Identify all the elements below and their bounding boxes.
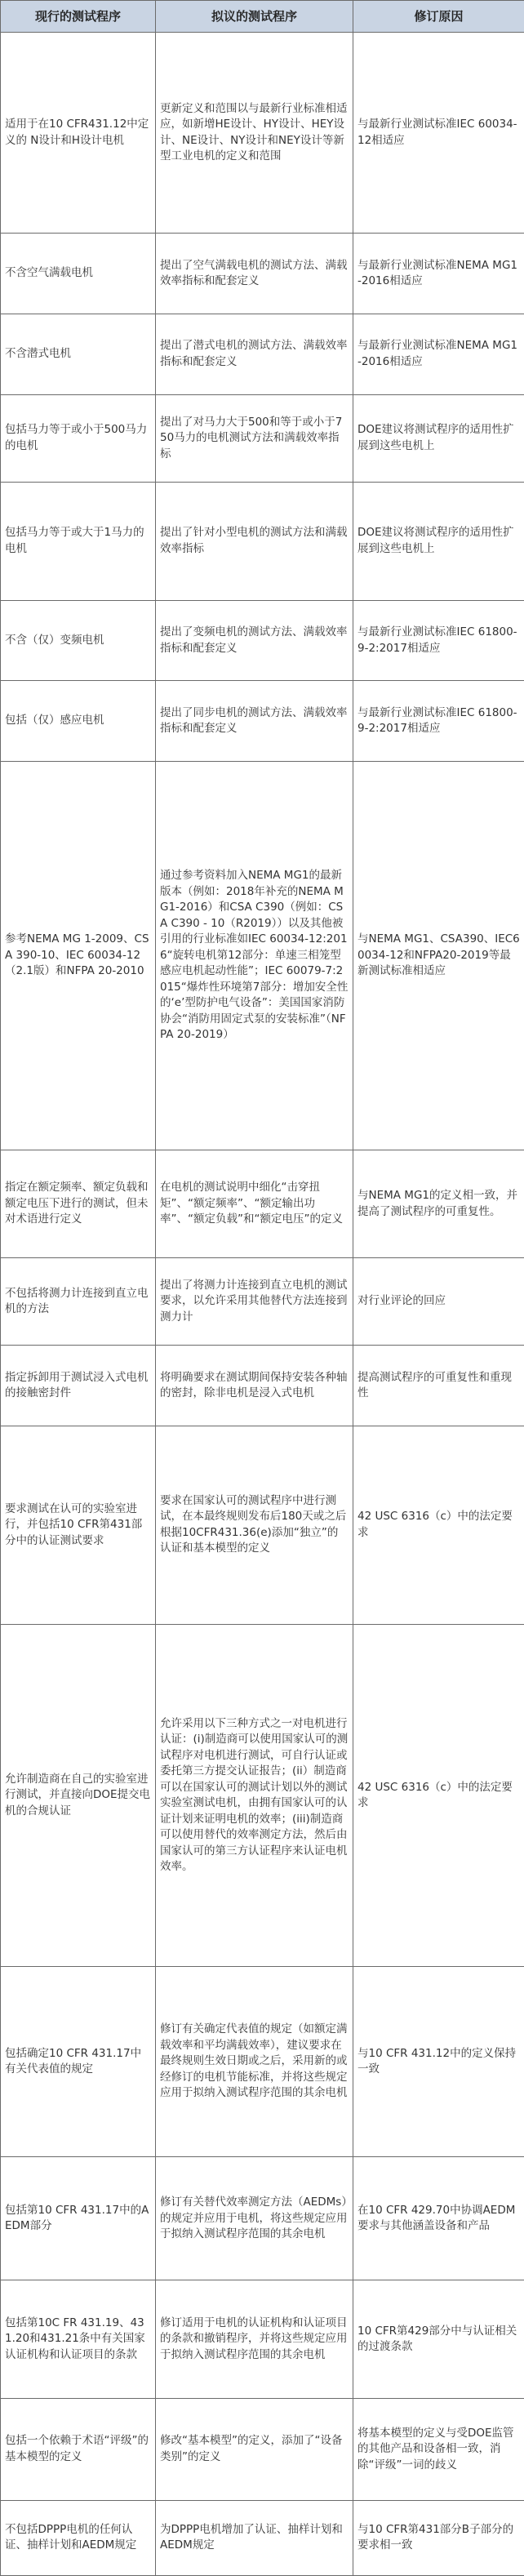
- current-procedure-cell: 不含空气满载电机: [1, 234, 156, 314]
- table-row: [1, 1966, 524, 2156]
- proposed-procedure-cell: 修订适用于电机的认证机构和认证项目的条款和撤销程序，并将这些规定应用于拟纳入测试程序范围的其余电机: [156, 2280, 353, 2399]
- revision-reason-cell: DOE建议将测试程序的适用性扩展到这些电机上: [353, 483, 524, 601]
- proposed-procedure-cell: 提出了对马力大于500和等于或小于750马力的电机测试方法和满载效率指标: [156, 394, 353, 483]
- revision-reason-cell: 10 CFR第429部分中与认证相关的过渡条款: [353, 2280, 524, 2399]
- current-procedure-cell: 适用于在10 CFR431.12中定义的 N设计和H设计电机: [1, 33, 156, 234]
- current-procedure-cell: 不含（仅）变频电机: [1, 600, 156, 681]
- table-row: [1, 314, 524, 395]
- revision-reason-cell: 与最新行业测试标准IEC 61800-9-2:2017相适应: [353, 600, 524, 681]
- current-procedure-cell: 指定在额定频率、额定负载和额定电压下进行的测试，但未对术语进行定义: [1, 1150, 156, 1257]
- revision-reason-cell: 与NEMA MG1、CSA390、IEC60034-12和NFPA20-2019等最新测试标准相适应: [353, 761, 524, 1150]
- table-row: [1, 1426, 524, 1624]
- proposed-procedure-cell: 在电机的测试说明中细化“击穿扭矩”、“额定频率”、“额定输出功率”、“额定负载”和“额定电压”的定义: [156, 1150, 353, 1257]
- current-procedure-cell: 不包括将测力计连接到直立电机的方法: [1, 1257, 156, 1346]
- current-procedure-cell: 参考NEMA MG 1-2009、CSA 390-10、IEC 60034-12（2.1版）和NFPA 20-2010: [1, 761, 156, 1150]
- table-row: [1, 2500, 524, 2575]
- current-procedure-cell: 包括马力等于或小于500马力的电机: [1, 394, 156, 483]
- current-procedure-cell: 包括一个依赖于术语“评级”的基本模型的定义: [1, 2398, 156, 2500]
- current-procedure-cell: 不包括DPPP电机的任何认证、抽样计划和AEDM规定: [1, 2500, 156, 2575]
- revision-reason-cell: 与最新行业测试标准NEMA MG1-2016相适应: [353, 314, 524, 395]
- proposed-procedure-cell: 提出了将测力计连接到直立电机的测试要求，以允许采用其他替代方法连接到测力计: [156, 1257, 353, 1346]
- revision-reason-cell: DOE建议将测试程序的适用性扩展到这些电机上: [353, 394, 524, 483]
- table-row: [1, 2157, 524, 2280]
- proposed-procedure-cell: 修改“基本模型”的定义，添加了“设备类别”的定义: [156, 2398, 353, 2500]
- current-procedure-cell: 指定拆卸用于测试浸入式电机的接触密封件: [1, 1346, 156, 1426]
- table-row: [1, 1150, 524, 1257]
- revision-reason-cell: 与最新行业测试标准IEC 61800-9-2:2017相适应: [353, 681, 524, 762]
- current-procedure-cell: 包括马力等于或大于1马力的电机: [1, 483, 156, 601]
- proposed-procedure-cell: 提出了空气满载电机的测试方法、满载效率指标和配套定义: [156, 234, 353, 314]
- proposed-procedure-cell: 提出了潜式电机的测试方法、满载效率指标和配套定义: [156, 314, 353, 395]
- revision-reason-cell: 与最新行业测试标准IEC 60034-12相适应: [353, 33, 524, 234]
- header-row: [1, 1, 524, 33]
- proposed-procedure-cell: 为DPPP电机增加了认证、抽样计划和AEDM规定: [156, 2500, 353, 2575]
- table-row: [1, 234, 524, 314]
- proposed-procedure-cell: 提出了同步电机的测试方法、满载效率指标和配套定义: [156, 681, 353, 762]
- table-row: [1, 1346, 524, 1426]
- proposed-procedure-cell: 提出了变频电机的测试方法、满载效率指标和配套定义: [156, 600, 353, 681]
- table-row: [1, 2280, 524, 2399]
- table-row: [1, 483, 524, 601]
- current-procedure-cell: 包括（仅）感应电机: [1, 681, 156, 762]
- current-procedure-cell: 不含潜式电机: [1, 314, 156, 395]
- table-row: [1, 681, 524, 762]
- header-current-procedure: 现行的测试程序: [1, 1, 156, 33]
- revision-reason-cell: 在10 CFR 429.70中协调AEDM要求与其他涵盖设备和产品: [353, 2157, 524, 2280]
- revision-reason-cell: 与10 CFR 431.12中的定义保持一致: [353, 1966, 524, 2156]
- header-revision-reason: 修订原因: [353, 1, 524, 33]
- revision-reason-cell: 与NEMA MG1的定义相一致，并提高了测试程序的可重复性。: [353, 1150, 524, 1257]
- current-procedure-cell: 要求测试在认可的实验室进行，并包括10 CFR第431部分中的认证测试要求: [1, 1426, 156, 1624]
- table-row: [1, 600, 524, 681]
- revision-reason-cell: 将基本模型的定义与受DOE监管的其他产品和设备相一致，消除“评级”一词的歧义: [353, 2398, 524, 2500]
- current-procedure-cell: 包括第10 CFR 431.17中的AEDM部分: [1, 2157, 156, 2280]
- header-proposed-procedure: 拟议的测试程序: [156, 1, 353, 33]
- table-row: [1, 2398, 524, 2500]
- current-procedure-cell: 包括确定10 CFR 431.17中有关代表值的规定: [1, 1966, 156, 2156]
- table-row: [1, 33, 524, 234]
- revision-reason-cell: 对行业评论的回应: [353, 1257, 524, 1346]
- proposed-procedure-cell: 提出了针对小型电机的测试方法和满载效率指标: [156, 483, 353, 601]
- revision-reason-cell: 42 USC 6316（c）中的法定要求: [353, 1426, 524, 1624]
- proposed-procedure-cell: 修订有关替代效率测定方法（AEDMs）的规定并应用于电机，将这些规定应用于拟纳入测试程序范围的其余电机: [156, 2157, 353, 2280]
- revision-reason-cell: 与10 CFR第431部分B子部分的要求相一致: [353, 2500, 524, 2575]
- revision-reason-cell: 提高测试程序的可重复性和重现性: [353, 1346, 524, 1426]
- table-row: [1, 761, 524, 1150]
- table-row: [1, 394, 524, 483]
- current-procedure-cell: 允许制造商在自己的实验室进行测试，并直接向DOE提交电机的合规认证: [1, 1625, 156, 1967]
- table-row: [1, 1257, 524, 1346]
- current-procedure-cell: 包括第10C FR 431.19、431.20和431.21条中有关国家认证机构和认证项目的条款: [1, 2280, 156, 2399]
- proposed-procedure-cell: 允许采用以下三种方式之一对电机进行认证：(i)制造商可以使用国家认可的测试程序对电机进行测试，可自行认证或委托第三方提交认证报告；(ii）制造商可以在国家认可的测试计划以外的测试实验室测试电机，由拥有国家认可的认证计划来证明电机的效率；(iii)制造商可以使用替代的效率测定方法，然后由国家认可的第三方认证程序来认证电机效率。: [156, 1625, 353, 1967]
- revision-reason-cell: 与最新行业测试标准NEMA MG1-2016相适应: [353, 234, 524, 314]
- proposed-procedure-cell: 修订有关确定代表值的规定（如额定满载效率和平均满载效率），建议要求在最终规则生效日期或之后，采用新的或经修订的电机节能标准，并将这些规定应用于拟纳入测试程序范围的其余电机: [156, 1966, 353, 2156]
- proposed-procedure-cell: 将明确要求在测试期间保持安装各种轴的密封，除非电机是浸入式电机: [156, 1346, 353, 1426]
- proposed-procedure-cell: 更新定义和范围以与最新行业标准相适应，如新增HE设计、HY设计、HEY设计、NE设计、NY设计和NEY设计等新型工业电机的定义和范围: [156, 33, 353, 234]
- revision-reason-cell: 42 USC 6316（c）中的法定要求: [353, 1625, 524, 1967]
- proposed-procedure-cell: 要求在国家认可的测试程序中进行测试，在本最终规则发布后180天或之后根据10CFR431.36(e)添加“独立”的认证和基本模型的定义: [156, 1426, 353, 1624]
- proposed-procedure-cell: 通过参考资料加入NEMA MG1的最新版本（例如：2018年补充的NEMA MG1-2016）和CSA C390（例如：CSA C390 - 10（R2019））以及其他被引用的行业标准如IEC 60034-12:2016“旋转电机第12部分：单速三相笼型感应电机起动性能”；IEC 60079-7:2015“爆炸性环境第7部分：增加安全性的‘e’型防护电气设备”：美国国家消防协会“消防用固定式泵的安装标准”（NFPA 20-2019）: [156, 761, 353, 1150]
- table-row: [1, 1625, 524, 1967]
